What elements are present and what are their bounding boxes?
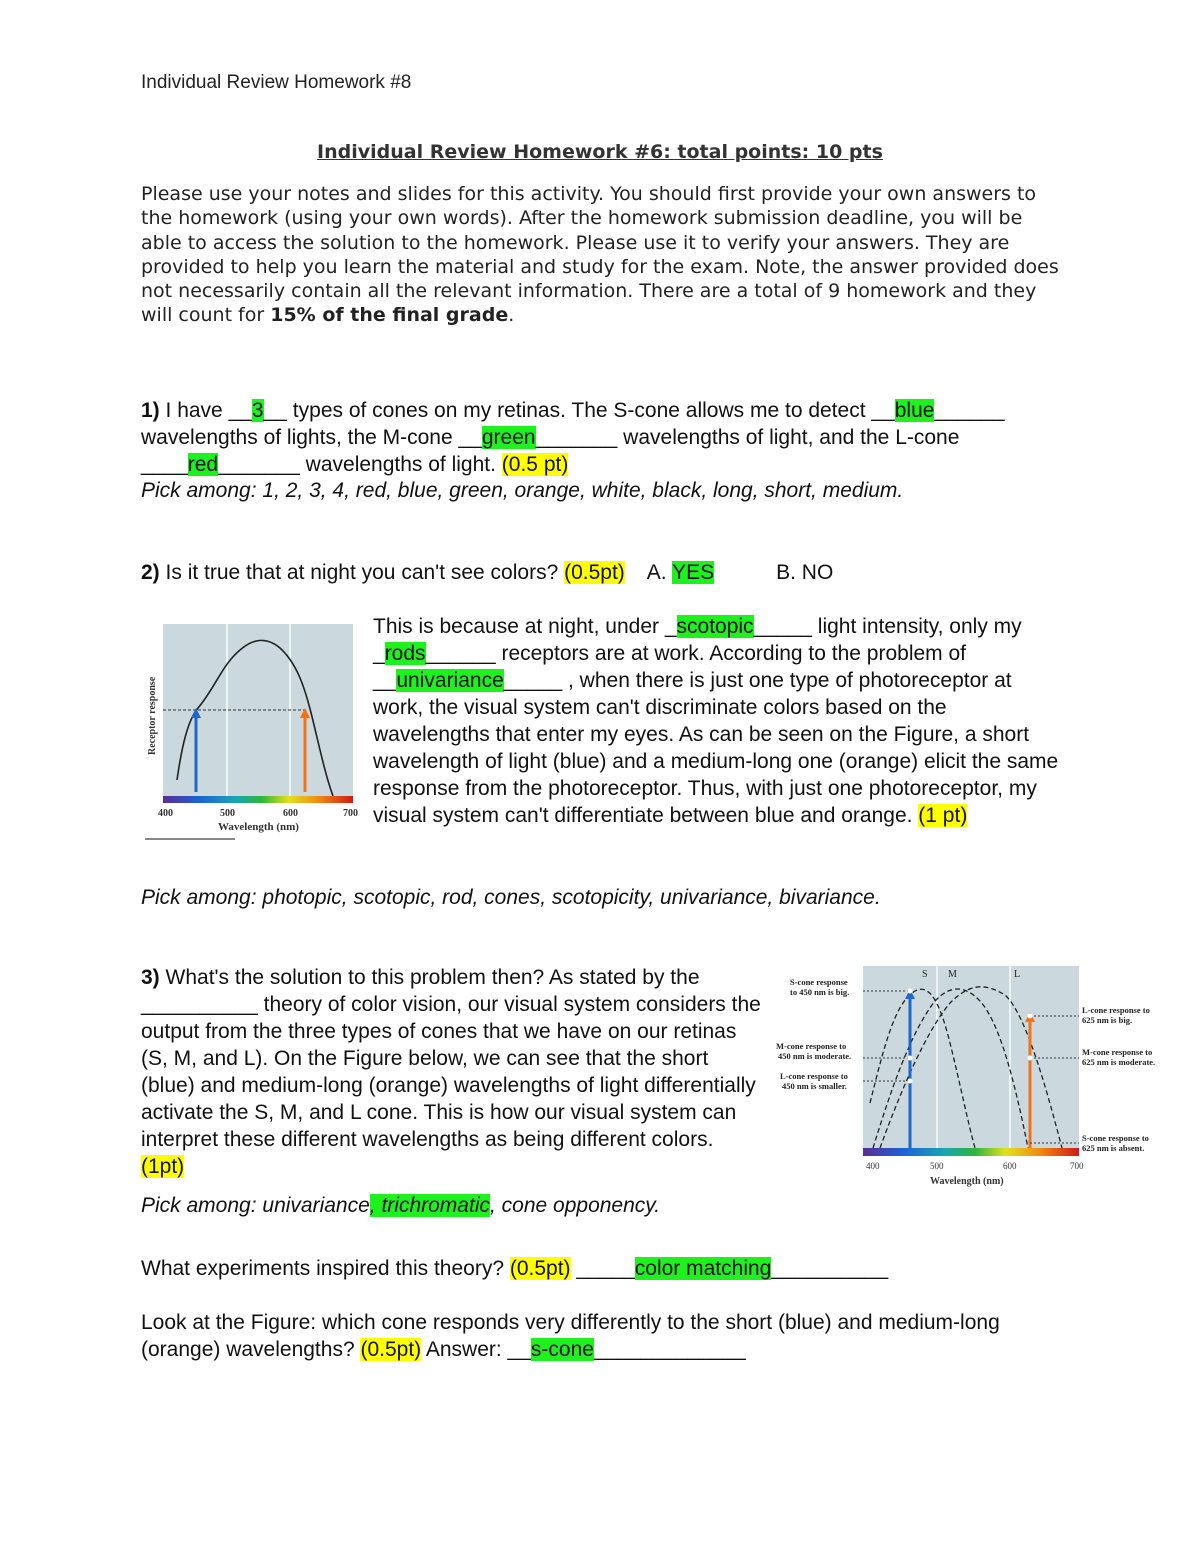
- q3-pick-1: Pick among: univariance: [141, 1194, 370, 1217]
- fig2-xlabel: Wavelength (nm): [930, 1176, 1004, 1187]
- look-answer: s-cone: [530, 1338, 594, 1361]
- fig2-point-l-625: [1028, 1014, 1033, 1019]
- exp-question-text: What experiments inspired this theory?: [141, 1257, 510, 1280]
- fig2-point-s-450: [908, 989, 913, 994]
- fig2-point-m-625: [1028, 1056, 1033, 1061]
- question-1: [141, 397, 1071, 478]
- q2-pick-among: Pick among: photopic, scotopic, rod, cones, scotopicity, univariance, bivariance.: [141, 886, 881, 909]
- q2-text: Is it true that at night you can't see colors?: [159, 561, 565, 584]
- q2-points: (0.5pt): [564, 561, 625, 584]
- fig2-left-note-2: to 450 nm is big.: [790, 987, 850, 997]
- fig2-point-l-450: [908, 1079, 913, 1084]
- fig2-label-l: L: [1014, 969, 1021, 980]
- look-blank-post: _____________: [593, 1338, 746, 1361]
- q1-text-2: __ types of cones on my retinas. The S-cone allows me to detect __: [263, 399, 895, 422]
- q1-text-5: _______ wavelengths of light.: [218, 453, 502, 476]
- q2-points-2: (1 pt): [918, 804, 968, 827]
- look-blank-pre: Answer: __: [421, 1338, 531, 1361]
- fig2-tick-500: 500: [930, 1161, 944, 1171]
- q2-answer-scotopic: scotopic: [676, 615, 754, 638]
- fig2-right-note-5: S-cone response to: [1082, 1133, 1149, 1143]
- q3-points: (1pt): [141, 1155, 185, 1178]
- intro-paragraph: [141, 182, 1061, 328]
- fig2-right-note-2: 625 nm is big.: [1082, 1015, 1133, 1025]
- figure-univariance: [140, 620, 360, 845]
- q1-text-4: _______ wavelengths of light, and the L-cone ____: [141, 426, 960, 476]
- q2-body-2: _____ light intensity, only my _: [373, 615, 1022, 665]
- fig2-left-note-6: 450 nm is smaller.: [782, 1081, 847, 1091]
- q3-pick-answer: , trichromatic: [369, 1194, 490, 1217]
- fig2-right-note-1: L-cone response to: [1082, 1005, 1150, 1015]
- fig1-tick-600: 600: [283, 808, 298, 819]
- fig2-left-note-4: 450 nm is moderate.: [778, 1051, 852, 1061]
- q1-answer-cones: 3: [251, 399, 264, 422]
- q1-pick-among: Pick among: 1, 2, 3, 4, red, blue, green, orange, white, black, long, short, medium.: [141, 479, 904, 502]
- fig2-label-m: M: [948, 969, 957, 980]
- exp-answer: color matching: [634, 1257, 772, 1280]
- exp-blank-post: __________: [771, 1257, 889, 1280]
- question-3: [141, 964, 761, 1180]
- q3-pick-among: [141, 1192, 841, 1219]
- fig1-tick-500: 500: [220, 808, 235, 819]
- fig2-right-note-6: 625 nm is absent.: [1082, 1143, 1145, 1153]
- fig1-xlabel: Wavelength (nm): [218, 821, 299, 833]
- fig1-spectrum-bar: [163, 796, 353, 803]
- fig1-tick-400: 400: [158, 808, 173, 819]
- look-question-text: Look at the Figure: which cone responds very differently to the short (blue) and medium-long (orange) wavelengths?: [141, 1311, 1000, 1361]
- q3-text: What's the solution to this problem then? As stated by the __________ theory of color vision, our visual system considers the output from the three types of cones that we have on our retinas (S, M, and L). On the Figure below, we can see that the short (blue) and medium-long (orange) wavelengths of light differentially activate the S, M, and L cone. This is how our visual system can interpret these different wavelengths as being different colors.: [141, 966, 761, 1151]
- fig2-label-s: S: [922, 969, 928, 980]
- fig2-left-note-1: S-cone response: [790, 977, 848, 987]
- q2-answer-univariance: univariance: [396, 669, 504, 692]
- q1-points: (0.5 pt): [501, 453, 569, 476]
- fig2-point-m-450: [908, 1056, 913, 1061]
- fig2-right-note-3: M-cone response to: [1082, 1047, 1153, 1057]
- q2-body-1: This is because at night, under _: [373, 615, 677, 638]
- fig2-spectrum-bar: [863, 1148, 1079, 1156]
- fig1-tick-700: 700: [343, 808, 358, 819]
- q3-number: 3): [141, 966, 160, 989]
- q1-text-3: ______ wavelengths of lights, the M-cone __: [141, 399, 1005, 449]
- question-2: [141, 559, 1041, 586]
- q2-answer-rods: rods: [384, 642, 426, 665]
- q1-answer-s: blue: [894, 399, 935, 422]
- fig1-ylabel: Receptor response: [147, 676, 158, 755]
- look-question: [141, 1309, 1041, 1363]
- intro-bold: 15% of the final grade: [270, 304, 509, 327]
- look-points: (0.5pt): [360, 1338, 422, 1361]
- q2-number: 2): [141, 561, 160, 584]
- q2-explanation: [373, 613, 1063, 829]
- fig2-left-note-5: L-cone response to: [780, 1071, 848, 1081]
- experiment-question: [141, 1255, 1071, 1282]
- page-header: Individual Review Homework #8: [141, 72, 412, 93]
- q3-pick-2: , cone opponency.: [489, 1194, 661, 1217]
- fig2-tick-700: 700: [1070, 1161, 1084, 1171]
- fig2-right-note-4: 625 nm is moderate.: [1082, 1057, 1156, 1067]
- figure-trichromatic: [770, 963, 1170, 1191]
- page-title: Individual Review Homework #6: total points: 10 pts: [317, 141, 883, 163]
- q1-text-1: I have __: [159, 399, 252, 422]
- q1-answer-m: green: [481, 426, 536, 449]
- exp-blank-pre: _____: [570, 1257, 635, 1280]
- q1-number: 1): [141, 399, 160, 422]
- q2-option-a: YES: [672, 561, 715, 584]
- q2-option-a-label: A.: [646, 561, 673, 584]
- q2-body-4: _____ , when there is just one type of photoreceptor at work, the visual system can't discriminate colors based on the wavelengths that enter my eyes. As can be seen on the Figure, a short wavelength of light (blue) and a medium-long one (orange) elicit the same response from the photoreceptor. Thus, with just one photoreceptor, my visual system can't differentiate between blue and orange.: [373, 669, 1059, 827]
- q2-body-3: ______ receptors are at work. According to the problem of __: [373, 642, 967, 692]
- q2-option-b: B. NO: [776, 561, 834, 584]
- fig2-left-note-3: M-cone response to: [776, 1041, 847, 1051]
- intro-end: .: [508, 304, 515, 327]
- q1-answer-l: red: [187, 453, 219, 476]
- exp-points: (0.5pt): [509, 1257, 571, 1280]
- fig2-tick-400: 400: [866, 1161, 880, 1171]
- fig2-tick-600: 600: [1003, 1161, 1017, 1171]
- intro-text: Please use your notes and slides for this activity. You should first provide your own answers to the homework (using your own words). After the homework submission deadline, you will be able to access the solution to the homework. Please use it to verify your answers. They are provided to help you learn the material and study for the exam. Note, the answer provided does not necessarily contain all the relevant information. There are a total of 9 homework and they will count for: [141, 183, 1059, 327]
